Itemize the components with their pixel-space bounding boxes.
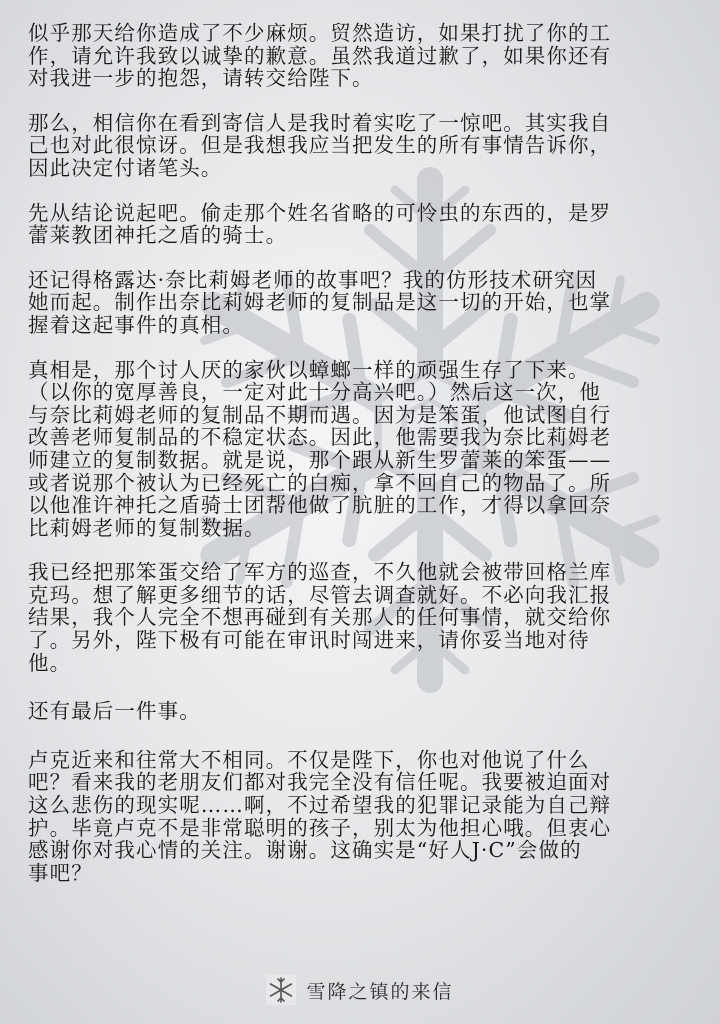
- footer-title: 雪降之镇的来信: [306, 980, 454, 1003]
- footer: [0, 972, 720, 1008]
- letter-paragraph-4: 还记得格露达·奈比莉姆老师的故事吧？我的仿形技术研究因 她而起。制作出奈比莉姆老师的复制品是这一切的开始，也掌 握着这起事件的真相。: [28, 267, 612, 337]
- letter-paragraph-1: 似乎那天给你造成了不少麻烦。贸然造访，如果打扰了你的工 作，请允许我致以诚挚的歉意。虽然我道过歉了，如果你还有 对我进一步的抱怨，请转交给陛下。: [28, 21, 612, 91]
- snowflake-icon: [266, 975, 296, 1005]
- letter-paragraph-5: 真相是，那个讨人厌的家伙以蟑螂一样的顽强生存了下来。 （以你的宽厚善良，一定对此十分高兴吧。）然后这一次，他 与奈比莉姆老师的复制品不期而遇。因为是笨蛋，他试图自行 改善老师复制品的不稳定状态。因此，他需要我为奈比莉姆老 师建立的复制数据。就是说，那个跟从新生罗蕾莱的笨蛋—— 或者说那个被认为已经死亡的白痴，拿不回自己的物品了。所 以他准许神托之盾骑士团帮他做了肮脏的工作，才得以拿回奈 比莉姆老师的复制数据。: [28, 357, 612, 540]
- letter-paragraph-6: 我已经把那笨蛋交给了军方的巡查，不久他就会被带回格兰库 克玛。想了解更多细节的话，尽管去调查就好。不必向我汇报 结果，我个人完全不想再碰到有关那人的任何事情，就交给你 了。另外，陛下极有可能在审讯时闯进来，请你妥当地对待 他。: [28, 560, 612, 675]
- letter-body: [28, 22, 692, 906]
- letter-paragraph-8: 卢克近来和往常大不相同。不仅是陛下，你也对他说了什么 吧？看来我的老朋友们都对我完全没有信任呢。我要被迫面对 这么悲伤的现实呢……啊，不过希望我的犯罪记录能为自己辩 护。毕竟卢克不是非常聪明的孩子，别太为他担心哦。但衷心 感谢你对我心情的关注。谢谢。这确实是“好人J·C”会做的 事吧？: [28, 747, 612, 885]
- letter-paragraph-2: 那么，相信你在看到寄信人是我时着实吃了一惊吧。其实我自 己也对此很惊讶。但是我想我应当把发生的所有事情告诉你， 因此决定付诸笔头。: [28, 110, 612, 180]
- letter-paragraph-7: 还有最后一件事。: [28, 699, 201, 724]
- letter-paragraph-3: 先从结论说起吧。偷走那个姓名省略的可怜虫的东西的，是罗 蕾莱教团神托之盾的骑士。: [28, 200, 612, 248]
